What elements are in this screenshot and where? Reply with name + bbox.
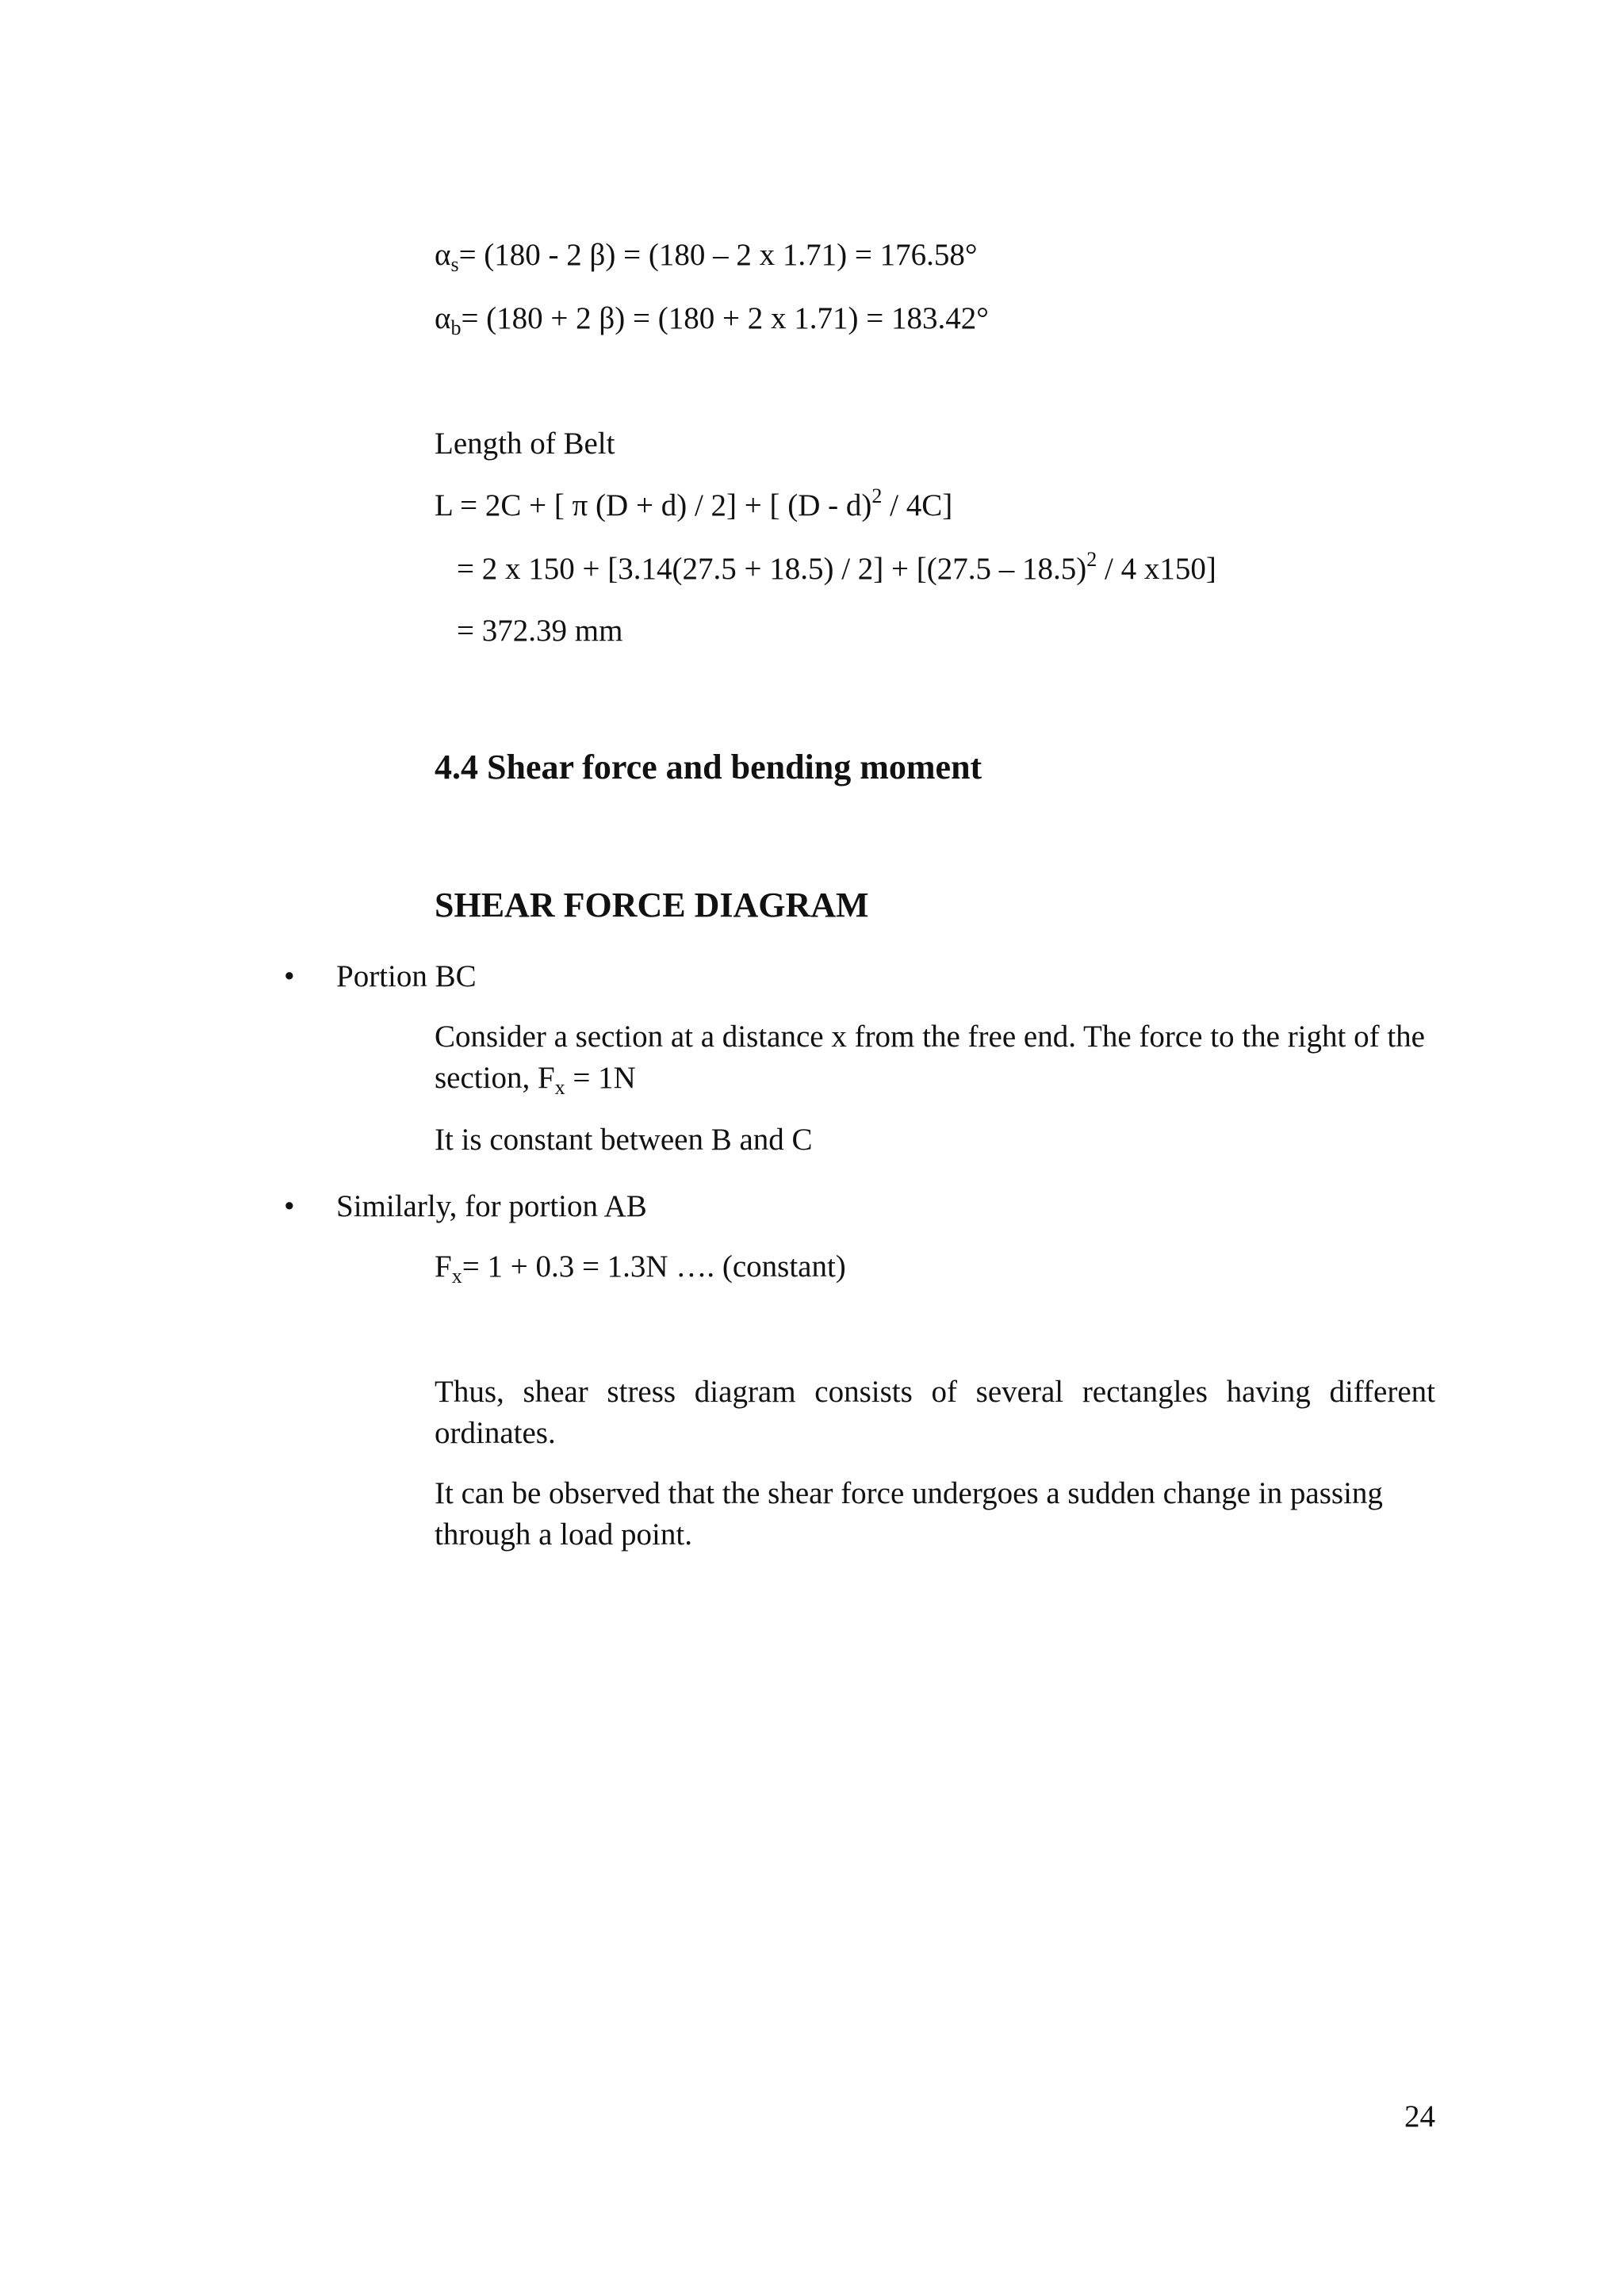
page-number: 24 <box>1404 2099 1435 2133</box>
belt-length-label: Length of Belt <box>435 427 615 461</box>
alpha-s-equation <box>435 235 977 276</box>
conclusion-paragraph-2: It can be observed that the shear force undergoes a sudden change in passing through a load point. <box>435 1476 1383 1552</box>
belt-length-result: = 372.39 mm <box>457 614 623 648</box>
formula-part-a: L = 2C + [ π (D + d) / 2] + [ (D - d) <box>435 488 872 522</box>
formula-part-b: / 4C] <box>882 488 953 522</box>
belt-length-formula <box>435 485 952 526</box>
calc-part-a: = 2 x 150 + [3.14(27.5 + 18.5) / 2] + [(27.5 – 18.5) <box>457 552 1087 586</box>
bullet-marker: • <box>284 1189 295 1223</box>
fx-subscript: x <box>451 1265 462 1288</box>
alpha-symbol: α <box>435 238 451 272</box>
fx-symbol: F <box>435 1249 452 1284</box>
portion-bc-text-b: = 1N <box>565 1061 636 1095</box>
portion-bc-paragraph <box>435 1016 1435 1099</box>
alpha-b-equation <box>435 298 989 339</box>
bullet-label-portion-ab: Similarly, for portion AB <box>336 1189 647 1223</box>
fx-subscript: x <box>554 1076 565 1099</box>
alpha-b-subscript: b <box>450 316 462 339</box>
calc-part-b: / 4 x150] <box>1097 552 1216 586</box>
section-subtitle: SHEAR FORCE DIAGRAM <box>435 886 869 924</box>
portion-bc-note: It is constant between B and C <box>435 1123 813 1157</box>
portion-bc-text-a: Consider a section at a distance x from the free end. The force to the right of the section, F <box>435 1020 1425 1095</box>
bullet-label-portion-bc: Portion BC <box>336 959 477 993</box>
alpha-symbol: α <box>435 301 451 335</box>
portion-ab-equation <box>435 1246 846 1288</box>
calc-superscript: 2 <box>1086 548 1097 571</box>
alpha-s-text: = (180 - 2 β) = (180 – 2 x 1.71) = 176.58° <box>458 238 978 272</box>
alpha-s-subscript: s <box>450 253 459 276</box>
section-title: 4.4 Shear force and bending moment <box>435 748 982 786</box>
portion-ab-text: = 1 + 0.3 = 1.3N …. (constant) <box>462 1249 846 1284</box>
conclusion-paragraph-1: Thus, shear stress diagram consists of several rectangles having different ordinates. <box>435 1375 1435 1450</box>
belt-length-calculation <box>457 549 1216 590</box>
alpha-b-text: = (180 + 2 β) = (180 + 2 x 1.71) = 183.42° <box>461 301 989 335</box>
formula-superscript: 2 <box>871 484 883 507</box>
bullet-marker: • <box>284 959 295 993</box>
